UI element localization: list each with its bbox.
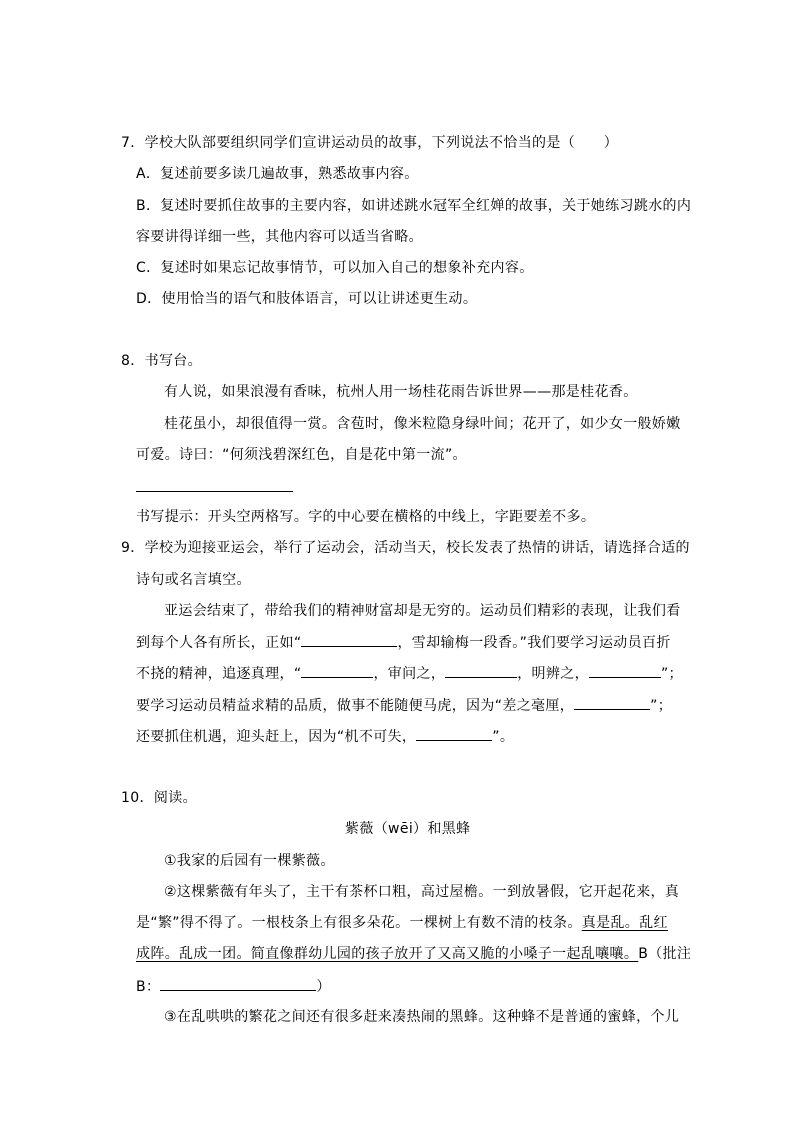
q7-option-a: A．复述前要多读几遍故事，熟悉故事内容。 — [136, 166, 419, 182]
q9-stem-line1: 9．学校为迎接亚运会，举行了运动会，活动当天，校长发表了热情的讲话，请选择合适的 — [121, 540, 690, 556]
q7-option-b-line1: B．复述时要抓住故事的主要内容，如讲述跳水冠军全红婵的故事，关于她练习跳水的内 — [136, 198, 692, 214]
reading-paragraph-2-line1: ②这棵紫薇有年头了，主干有茶杯口粗，高过屋檐。一到放暑假，它开起花来，真 — [164, 884, 680, 900]
q9-blank-6[interactable] — [416, 726, 492, 741]
q7-stem: 7．学校大队部要组织同学们宣讲运动员的故事，下列说法不恰当的是（ ） — [121, 135, 619, 151]
q9-text: ，审问之， — [373, 666, 446, 682]
q9-blank-4[interactable] — [589, 663, 661, 678]
q9-text: ，雪却输梅一段香。”我们要学习运动员百折 — [397, 635, 671, 651]
q9-passage-line4 — [136, 695, 672, 716]
underlined-sentence: 真是乱。乱红 — [581, 915, 668, 931]
q7-option-b-line2: 容要讲得详细一些，其他内容可以适当省略。 — [136, 229, 423, 245]
q9-passage-line3 — [136, 663, 683, 684]
reading-paragraph-2-line2 — [136, 913, 668, 933]
annotation-close: ） — [316, 979, 331, 995]
q8-hint: 书写提示：开头空两格写。字的中心要在横格的中线上，字距要差不多。 — [136, 509, 596, 525]
underlined-sentence: 成阵。乱成一团。简直像群幼儿园的孩子放开了又高又脆的小嗓子一起乱嚷嚷。 — [136, 946, 639, 962]
reading-title: 紫薇（wēi）和黑蜂 — [345, 821, 471, 837]
q9-blank-2[interactable] — [301, 663, 373, 678]
q8-writing-line[interactable] — [136, 491, 293, 492]
annotation-label: B： — [136, 979, 161, 995]
annotation-blank-b[interactable] — [160, 976, 316, 991]
reading-paragraph-3: ③在乱哄哄的繁花之间还有很多赶来凑热闹的黑蜂。这种蜂不是普通的蜜蜂，个儿 — [164, 1009, 680, 1025]
q9-blank-3[interactable] — [445, 663, 517, 678]
q9-text: 要学习运动员精益求精的品质，做事不能随便马虎，因为“差之毫厘， — [136, 698, 575, 714]
q8-paragraph-1: 有人说，如果浪漫有香味，杭州人用一场桂花雨告诉世界——那是桂花香。 — [164, 384, 638, 400]
reading-paragraph-2-line4 — [136, 976, 331, 997]
q9-text: ，明辨之， — [517, 666, 589, 682]
q9-text: 不挠的精神，追逐真理，“ — [136, 666, 302, 682]
reading-text: 是“繁”得不得了。一根枝条上有很多朵花。一棵树上有数不清的枝条。 — [136, 915, 582, 931]
q8-stem: 8．书写台。 — [121, 353, 203, 369]
q8-paragraph-2-line2: 可爱。诗曰：“何须浅碧深红色，自是花中第一流”。 — [136, 447, 467, 463]
q7-option-c: C．复述时如果忘记故事情节，可以加入自己的想象补充内容。 — [136, 260, 534, 276]
q9-blank-1[interactable] — [301, 632, 397, 647]
q9-text: ”； — [650, 698, 673, 714]
annotation-label: B（批注 — [638, 946, 692, 962]
q8-paragraph-2-line1: 桂花虽小，却很值得一赏。含苞时，像米粒隐身绿叶间；花开了，如少女一般娇嫩 — [164, 416, 681, 432]
reading-paragraph-2-line3 — [136, 944, 691, 964]
q9-passage-line1: 亚运会结束了，带给我们的精神财富却是无穷的。运动员们精彩的表现，让我们看 — [164, 603, 681, 619]
q9-stem-line2: 诗句或名言填空。 — [136, 572, 251, 588]
q10-stem: 10．阅读。 — [121, 790, 197, 806]
q9-blank-5[interactable] — [574, 695, 650, 710]
q9-passage-line2 — [136, 632, 671, 653]
q9-text: ”； — [660, 666, 683, 682]
q7-option-d: D．使用恰当的语气和肢体语言，可以让讲述更生动。 — [136, 291, 478, 307]
reading-paragraph-1: ①我家的后园有一棵紫薇。 — [164, 853, 335, 869]
q9-text: 还要抓住机遇，迎头赶上，因为“机不可失， — [136, 729, 417, 745]
q9-passage-line5 — [136, 726, 514, 747]
q9-text: ”。 — [492, 729, 515, 745]
q9-text: 到每个人各有所长，正如“ — [136, 635, 302, 651]
